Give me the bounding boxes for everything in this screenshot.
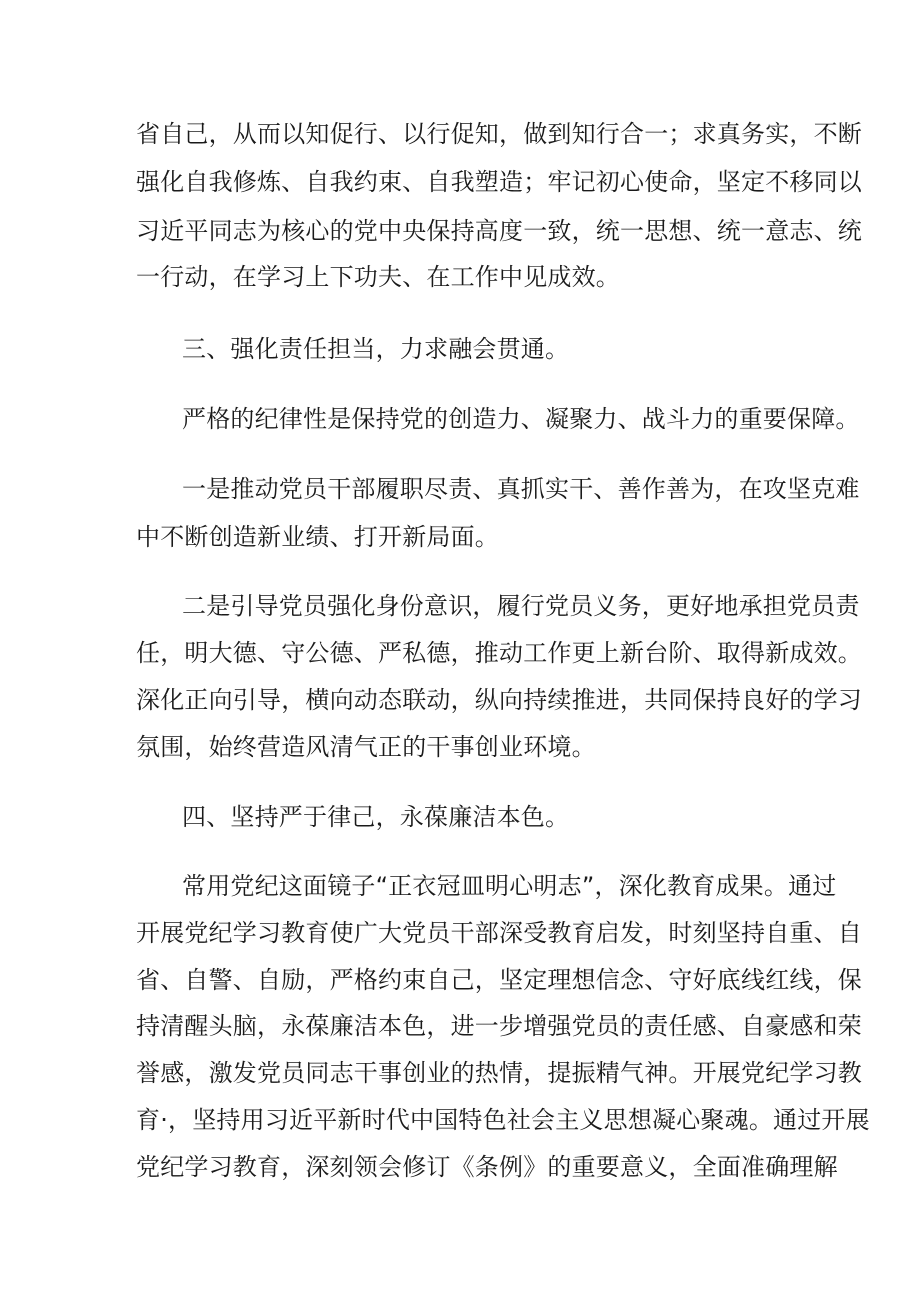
- text-line: 习近平同志为核心的党中央保持高度一致，统一思想、统一意志、统: [136, 217, 862, 245]
- heading-text: 四、坚持严于律己，永葆廉洁本色。: [182, 803, 570, 831]
- heading-text: 三、强化责任担当，力求融会贯通。: [182, 335, 570, 363]
- text-line: 省自己，从而以知促行、以行促知，做到知行合一；求真务实，不断: [136, 120, 862, 148]
- text-line: 严格的纪律性是保持党的创造力、凝聚力、战斗力的重要保障。: [182, 405, 860, 433]
- text-line: 持清醒头脑，永葆廉洁本色，进一步增强党员的责任感、自豪感和荣: [136, 1012, 862, 1040]
- text-line: 一行动，在学习上下功夫、在工作中见成效。: [136, 263, 620, 291]
- text-line: 中不断创造新业绩、打开新局面。: [136, 523, 499, 551]
- text-line: 省、自警、自励，严格约束自己，坚定理想信念、守好底线红线，保: [136, 966, 862, 994]
- text-line: 二是引导党员强化身份意识，履行党员义务，更好地承担党员责: [182, 592, 860, 620]
- text-line: 任，明大德、守公德、严私德，推动工作更上新台阶、取得新成效。: [136, 639, 862, 667]
- text-line: 常用党纪这面镜子“正衣冠皿明心明志”，深化教育成果。通过: [182, 872, 837, 900]
- text-line: 党纪学习教育，深刻领会修订《条例》的重要意义，全面准确理解: [136, 1153, 838, 1181]
- text-line: 一是推动党员干部履职尽责、真抓实干、善作善为，在攻坚克难: [182, 475, 860, 503]
- text-line: 氛围，始终营造风清气正的干事创业环境。: [136, 733, 596, 761]
- text-line: 誉感，激发党员同志干事创业的热情，提振精气神。开展党纪学习教: [136, 1059, 862, 1087]
- text-line: 强化自我修炼、自我约束、自我塑造；牢记初心使命，坚定不移同以: [136, 168, 862, 196]
- text-line: 育·，坚持用习近平新时代中国特色社会主义思想凝心聚魂。通过开展: [136, 1106, 870, 1134]
- text-line: 开展党纪学习教育使广大党员干部深受教育启发，时刻坚持自重、自: [136, 919, 862, 947]
- text-line: 深化正向引导，横向动态联动，纵向持续推进，共同保持良好的学习: [136, 686, 862, 714]
